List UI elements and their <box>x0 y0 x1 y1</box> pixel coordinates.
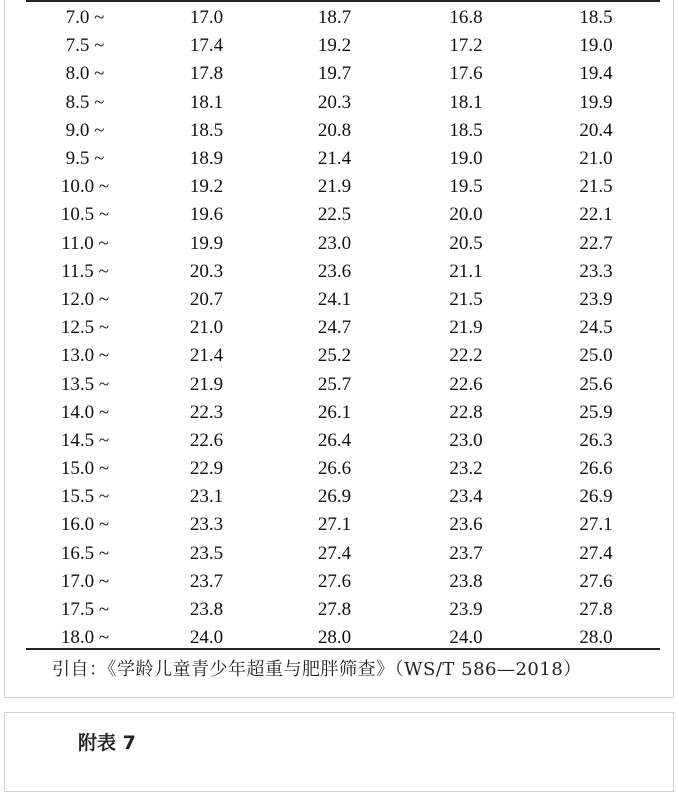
value-cell: 27.6 <box>317 570 352 592</box>
age-cell: 14.5 ~ <box>60 429 110 451</box>
bmi-cutoff-table <box>26 4 660 652</box>
value-cell: 23.3 <box>579 260 613 282</box>
value-cell: 22.7 <box>579 232 613 254</box>
age-cell: 11.5 ~ <box>61 260 109 282</box>
table-row <box>26 483 660 511</box>
value-cell: 27.1 <box>579 514 613 536</box>
value-cell: 22.3 <box>189 401 224 423</box>
value-cell: 28.0 <box>579 627 613 649</box>
value-cell: 21.0 <box>579 148 613 170</box>
value-cell: 18.1 <box>449 91 483 113</box>
value-cell: 23.5 <box>189 542 224 564</box>
value-cell: 22.6 <box>449 373 483 395</box>
age-cell: 13.5 ~ <box>60 373 110 395</box>
table-row <box>26 32 660 60</box>
value-cell: 26.4 <box>317 429 352 451</box>
appendix-title: 附表 7 <box>78 732 136 754</box>
table-row <box>26 89 660 117</box>
age-cell: 11.0 ~ <box>61 232 109 254</box>
value-cell: 21.4 <box>317 148 352 170</box>
age-cell: 15.5 ~ <box>60 486 110 508</box>
value-cell: 23.9 <box>449 599 483 621</box>
value-cell: 17.6 <box>449 63 483 85</box>
value-cell: 22.1 <box>579 204 613 226</box>
value-cell: 23.9 <box>579 288 613 310</box>
table-row <box>26 258 660 286</box>
value-cell: 19.0 <box>579 35 613 57</box>
value-cell: 20.4 <box>579 119 613 141</box>
table-row <box>26 145 660 173</box>
value-cell: 26.9 <box>579 486 613 508</box>
value-cell: 22.6 <box>189 429 224 451</box>
value-cell: 21.9 <box>189 373 224 395</box>
age-cell: 7.0 ~ <box>65 7 105 29</box>
value-cell: 19.9 <box>189 232 224 254</box>
value-cell: 27.8 <box>317 599 352 621</box>
value-cell: 20.0 <box>449 204 483 226</box>
age-cell: 14.0 ~ <box>60 401 110 423</box>
age-cell: 9.0 ~ <box>65 119 105 141</box>
value-cell: 17.2 <box>449 35 483 57</box>
value-cell: 27.8 <box>579 599 613 621</box>
table-row <box>26 399 660 427</box>
value-cell: 26.6 <box>579 458 613 480</box>
value-cell: 26.3 <box>579 429 613 451</box>
value-cell: 24.0 <box>449 627 483 649</box>
value-cell: 19.2 <box>189 176 224 198</box>
value-cell: 22.5 <box>317 204 352 226</box>
value-cell: 26.6 <box>317 458 352 480</box>
value-cell: 19.7 <box>317 63 352 85</box>
value-cell: 27.6 <box>579 570 613 592</box>
value-cell: 18.5 <box>449 119 483 141</box>
table-row <box>26 117 660 145</box>
table-row <box>26 455 660 483</box>
value-cell: 21.5 <box>579 176 613 198</box>
age-cell: 17.5 ~ <box>60 599 110 621</box>
age-cell: 12.0 ~ <box>60 288 110 310</box>
value-cell: 27.1 <box>317 514 352 536</box>
table-row <box>26 4 660 32</box>
table-top-rule <box>26 0 660 2</box>
value-cell: 23.3 <box>189 514 224 536</box>
value-cell: 24.7 <box>317 317 352 339</box>
value-cell: 19.2 <box>317 35 352 57</box>
value-cell: 20.7 <box>189 288 224 310</box>
value-cell: 19.5 <box>449 176 483 198</box>
value-cell: 19.4 <box>579 63 613 85</box>
table-body <box>26 4 660 652</box>
source-citation: 引自：《学龄儿童青少年超重与肥胖筛查》（WS/T 586—2018） <box>52 659 582 680</box>
age-cell: 7.5 ~ <box>65 35 105 57</box>
table-row <box>26 314 660 342</box>
table-row <box>26 286 660 314</box>
value-cell: 20.5 <box>449 232 483 254</box>
value-cell: 17.0 <box>189 7 224 29</box>
table-row <box>26 427 660 455</box>
age-cell: 16.0 ~ <box>60 514 110 536</box>
value-cell: 23.6 <box>317 260 352 282</box>
value-cell: 23.7 <box>189 570 224 592</box>
value-cell: 18.1 <box>189 91 224 113</box>
value-cell: 20.3 <box>189 260 224 282</box>
value-cell: 18.9 <box>189 148 224 170</box>
table-row <box>26 596 660 624</box>
value-cell: 23.8 <box>189 599 224 621</box>
value-cell: 23.1 <box>189 486 224 508</box>
table-row <box>26 342 660 370</box>
age-cell: 16.5 ~ <box>60 542 110 564</box>
value-cell: 21.0 <box>189 317 224 339</box>
table-row <box>26 173 660 201</box>
age-cell: 8.0 ~ <box>65 63 105 85</box>
table-row <box>26 370 660 398</box>
value-cell: 26.9 <box>317 486 352 508</box>
value-cell: 23.8 <box>449 570 483 592</box>
value-cell: 23.4 <box>449 486 483 508</box>
value-cell: 19.9 <box>579 91 613 113</box>
table-row <box>26 540 660 568</box>
value-cell: 19.6 <box>189 204 224 226</box>
value-cell: 27.4 <box>317 542 352 564</box>
value-cell: 21.9 <box>449 317 483 339</box>
value-cell: 24.1 <box>317 288 352 310</box>
value-cell: 25.2 <box>317 345 352 367</box>
age-cell: 15.0 ~ <box>60 458 110 480</box>
table-row <box>26 511 660 539</box>
value-cell: 22.2 <box>449 345 483 367</box>
value-cell: 17.4 <box>189 35 224 57</box>
value-cell: 28.0 <box>317 627 352 649</box>
age-cell: 9.5 ~ <box>65 148 105 170</box>
value-cell: 23.0 <box>449 429 483 451</box>
age-cell: 13.0 ~ <box>60 345 110 367</box>
value-cell: 21.1 <box>449 260 483 282</box>
value-cell: 18.5 <box>579 7 613 29</box>
value-cell: 24.0 <box>189 627 224 649</box>
value-cell: 27.4 <box>579 542 613 564</box>
value-cell: 21.9 <box>317 176 352 198</box>
table-row <box>26 568 660 596</box>
value-cell: 18.5 <box>189 119 224 141</box>
value-cell: 21.5 <box>449 288 483 310</box>
value-cell: 23.2 <box>449 458 483 480</box>
age-cell: 8.5 ~ <box>65 91 105 113</box>
value-cell: 21.4 <box>189 345 224 367</box>
table-row <box>26 201 660 229</box>
value-cell: 24.5 <box>579 317 613 339</box>
value-cell: 25.7 <box>317 373 352 395</box>
value-cell: 18.7 <box>317 7 352 29</box>
value-cell: 16.8 <box>449 7 483 29</box>
value-cell: 26.1 <box>317 401 352 423</box>
table-row <box>26 60 660 88</box>
table-row <box>26 230 660 258</box>
age-cell: 17.0 ~ <box>60 570 110 592</box>
value-cell: 25.0 <box>579 345 613 367</box>
age-cell: 10.0 ~ <box>60 176 110 198</box>
value-cell: 23.0 <box>317 232 352 254</box>
value-cell: 25.9 <box>579 401 613 423</box>
age-cell: 12.5 ~ <box>60 317 110 339</box>
age-cell: 10.5 ~ <box>60 204 110 226</box>
value-cell: 22.8 <box>449 401 483 423</box>
table-bottom-rule <box>26 648 660 650</box>
value-cell: 20.3 <box>317 91 352 113</box>
value-cell: 23.6 <box>449 514 483 536</box>
value-cell: 25.6 <box>579 373 613 395</box>
value-cell: 19.0 <box>449 148 483 170</box>
value-cell: 22.9 <box>189 458 224 480</box>
age-cell: 18.0 ~ <box>60 627 110 649</box>
value-cell: 23.7 <box>449 542 483 564</box>
value-cell: 17.8 <box>189 63 224 85</box>
value-cell: 20.8 <box>317 119 352 141</box>
